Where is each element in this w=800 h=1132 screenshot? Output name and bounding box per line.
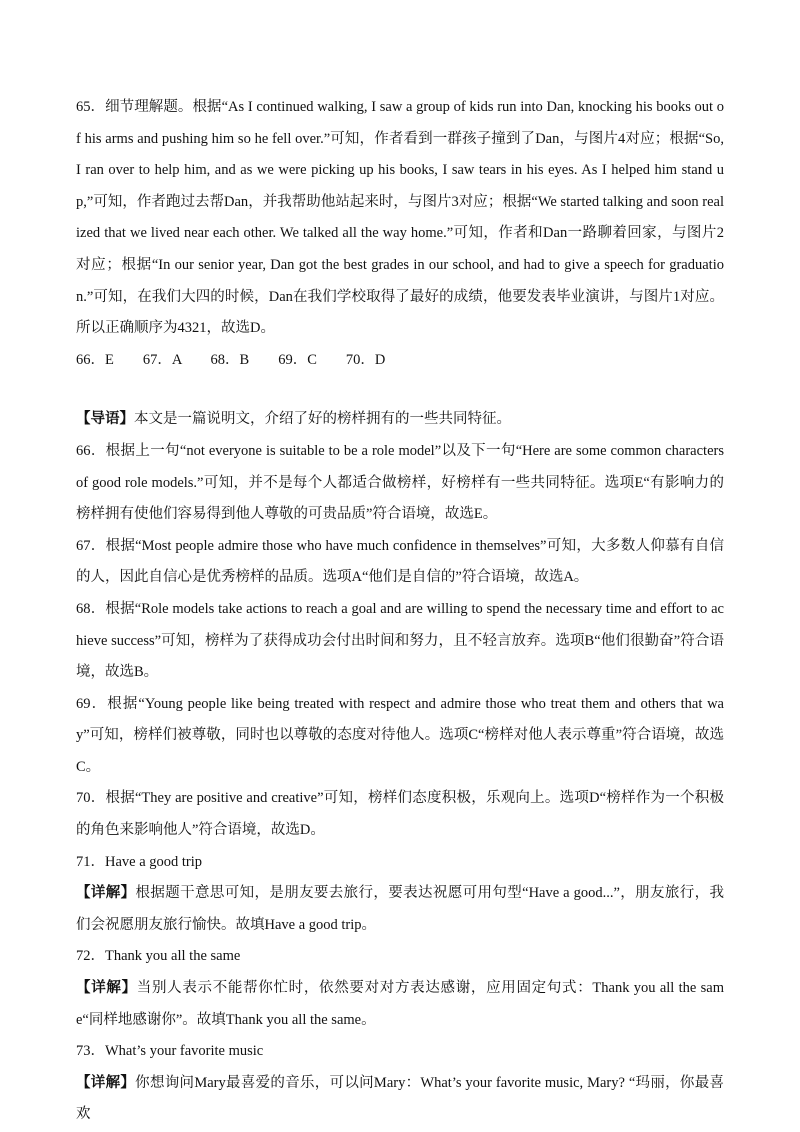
paragraph-text: 本文是一篇说明文，介绍了好的榜样拥有的一些共同特征。 [134,411,511,428]
paragraph-text: 当别人表示不能帮你忙时，依然要对对方表达感谢，应用固定句式：Thank you all the same“同样地感谢你”。故填Thank you all the same。 [76,980,725,1028]
answer-key-66-70 [76,345,724,377]
paragraph-q73-detail [76,1068,724,1131]
section-gap [76,376,724,404]
paragraph-text: 67．根据“Most people admire those who have much confidence in themselves”可知，大多数人仰慕有自信的人，因此自信心是优秀榜样的品质。选项A“他们是自信的”符合语境，故选A。 [76,537,724,586]
paragraph-q68-explanation [76,594,724,689]
section-tag: 【导语】 [76,411,134,428]
section-tag: 【详解】 [76,980,137,997]
answer-key-text: 66．E 67．A 68．B 69．C 70．D [76,351,386,368]
section-tag: 【详解】 [76,885,136,902]
paragraph-q66-explanation [76,436,724,531]
paragraph-text: 你想询问Mary最喜爱的音乐，可以问Mary：What’s your favorite music, Mary? “玛丽，你最喜欢 [76,1074,725,1123]
paragraph-q69-explanation [76,689,724,784]
paragraph-text: 66．根据上一句“not everyone is suitable to be a role model”以及下一句“Here are some common characters of good role models.”可知，并不是每个人都适合做榜样，好榜样有一些共同特征。选项E“有影响力的榜样拥有使他们容易得到他人尊敬的可贵品质”符合语境，故选E。 [76,442,724,523]
paragraph-q70-explanation [76,783,724,846]
paragraph-text: 根据题干意思可知，是朋友要去旅行，要表达祝愿可用句型“Have a good...”，朋友旅行，我们会祝愿朋友旅行愉快。故填Have a good trip。 [76,885,724,933]
answer-q73 [76,1036,724,1068]
answer-text: 72．Thank you all the same [76,948,241,965]
paragraph-q72-detail [76,973,724,1036]
answer-q72 [76,941,724,973]
paragraph-text: 69．根据“Young people like being treated with respect and admire those who treat them and others that way”可知，榜样们被尊敬，同时也以尊敬的态度对待他人。选项C“榜样对他人表示尊重”符合语境，故选C。 [76,695,724,775]
paragraph-text: 68．根据“Role models take actions to reach a goal and are willing to spend the necessary time and effort to achieve success”可知，榜样为了获得成功会付出时间和努力，且不轻言放弃。选项B“他们很勤奋”符合语境，故选B。 [76,600,724,681]
answer-q71 [76,847,724,879]
answer-text: 71．Have a good trip [76,853,203,870]
paragraph-text: 65．细节理解题。根据“As I continued walking, I saw a group of kids run into Dan, knocking his books out of his arms and pushing him so he fell over.”可知，作者看到一群孩子撞到了Dan，与图片4对应；根据“So, I ran over to help him, and as we were picking up his books, I saw tears in his eyes. As I helped him stand up,”可知，作者跑过去帮Dan，并我帮助他站起来时，与图片3对应；根据“We started talking and soon realized that we lived near each other. We talked all the way home.”可知，作者和Dan一路聊着回家，与图片2对应；根据“In our senior year, Dan got the best grades in our school, and had to give a speech for graduation.”可知，在我们大四的时候，Dan在我们学校取得了最好的成绩，他要发表毕业演讲，与图片1对应。所以正确顺序为4321，故选D。 [76,99,724,337]
paragraph-q67-explanation [76,531,724,594]
paragraph-q71-detail [76,878,724,941]
paragraph-q65-explanation [76,92,724,345]
section-tag: 【详解】 [76,1074,136,1091]
paragraph-text: 70．根据“They are positive and creative”可知，榜样们态度积极，乐观向上。选项D“榜样作为一个积极的角色来影响他人”符合语境，故选D。 [76,790,724,839]
paragraph-intro-guide [76,404,724,436]
answer-text: 73．What’s your favorite music [76,1043,264,1060]
document-content [76,92,724,1131]
